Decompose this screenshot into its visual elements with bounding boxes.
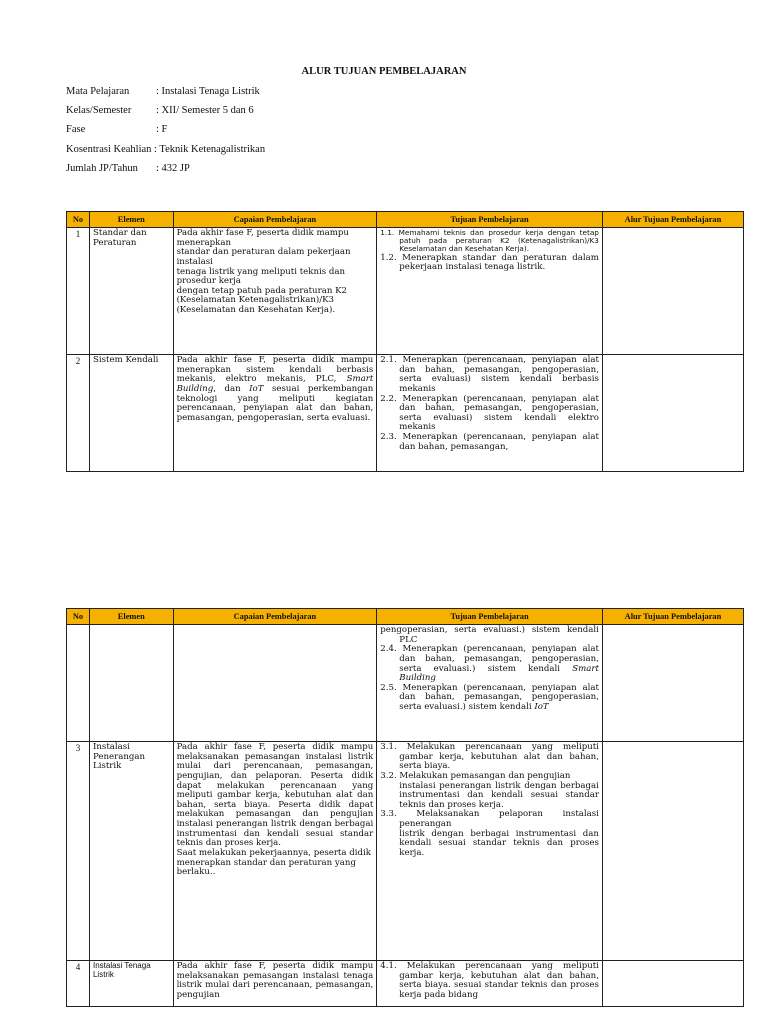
table-row xyxy=(67,625,744,742)
achievement-line: Saat melakukan pekerjaannya, peserta didik xyxy=(176,847,371,858)
row-objectives xyxy=(377,228,603,355)
row-achievement xyxy=(173,625,377,742)
row-element: Sistem Kendali xyxy=(89,355,173,472)
row-element: Instalasi Tenaga Listrik xyxy=(89,961,173,1007)
objective-item: 3.2. Melakukan pemasangan dan pengujian xyxy=(380,770,571,781)
document-title: ALUR TUJUAN PEMBELAJARAN xyxy=(301,66,467,77)
header-capaian: Capaian Pembelajaran xyxy=(173,212,377,228)
objective-emphasis: IoT xyxy=(534,702,549,712)
objective-continuation: listrik dengan berbagai instrumentasi dan kendali sesuai standar teknis dan proses kerja. xyxy=(399,828,599,858)
achievement-line: dengan tetap patuh pada peraturan K2 (Keselamatan Ketenagalistrikan)/K3 (Keselamatan dan Kesehatan Kerja). xyxy=(176,285,347,315)
objective-item: 2.3. Menerapkan (perencanaan, penyiapan alat dan bahan, pemasangan, xyxy=(380,432,599,452)
table-row xyxy=(67,228,744,355)
row-flow xyxy=(602,742,743,961)
row-number: 2 xyxy=(67,355,90,472)
learning-path-table-2 xyxy=(66,608,744,1007)
objective-item: 4.1. Melakukan perencanaan yang meliputi gambar kerja, kebutuhan alat dan bahan, serta biaya. sesuai standar teknis dan proses kerja pada bidang xyxy=(380,961,599,1000)
row-element: Standar dan Peraturan xyxy=(89,228,173,355)
row-number: 4 xyxy=(67,961,90,1007)
row-achievement xyxy=(173,228,377,355)
meta-label: Jumlah JP/Tahun xyxy=(66,162,138,174)
row-flow xyxy=(602,355,743,472)
row-number xyxy=(67,625,90,742)
header-alur: Alur Tujuan Pembelajaran xyxy=(602,212,743,228)
row-achievement: Pada akhir fase F, peserta didik mampu melaksanakan pemasangan instalasi tenaga listrik mulai dari perencanaan, pemasangan, pengujian xyxy=(173,961,377,1007)
table-row xyxy=(67,355,744,472)
objective-continuation: pengoperasian, serta evaluasi.) sistem kendali PLC xyxy=(380,625,599,645)
objective-item: 1.1. Memahami teknis dan prosedur kerja dengan tetap patuh pada peraturan K2 (Ketenagalistrikan)/K3 Keselamatan dan Kesehatan Kerja). xyxy=(380,228,599,254)
row-achievement xyxy=(173,355,377,472)
row-flow xyxy=(602,228,743,355)
achievement-text: Pada akhir fase F, peserta didik mampu menerapkan sistem kendali berbasis mekanis, elektro mekanis, PLC, xyxy=(176,355,374,385)
achievement-line: Pada akhir fase F, peserta didik mampu menerapkan xyxy=(176,228,349,248)
row-number: 3 xyxy=(67,742,90,961)
meta-label: Fase xyxy=(66,124,86,136)
header-elemen: Elemen xyxy=(89,212,173,228)
row-flow xyxy=(602,625,743,742)
objective-emphasis: Smart Building xyxy=(399,663,599,684)
achievement-line: tenaga listrik yang meliputi teknis dan prosedur kerja xyxy=(176,266,346,287)
header-capaian: Capaian Pembelajaran xyxy=(173,609,377,625)
objective-item: 2.1. Menerapkan (perencanaan, penyiapan alat dan bahan, pemasangan, pengoperasian, serta evaluasi) sistem kendali berbasis mekanis xyxy=(380,355,599,394)
objective-continuation: instalasi penerangan listrik dengan berbagai instrumentasi dan kendali sesuai standar teknis dan proses kerja. xyxy=(399,780,599,810)
achievement-text: , dan xyxy=(213,383,241,394)
row-objectives xyxy=(377,742,603,961)
achievement-emphasis: IoT xyxy=(249,383,264,394)
objective-item: 2.2. Menerapkan (perencanaan, penyiapan alat dan bahan, pemasangan, pengoperasian, serta evaluasi) sistem kendali elektro mekanis xyxy=(380,393,599,433)
row-number: 1 xyxy=(67,228,90,355)
row-element xyxy=(89,625,173,742)
meta-label: Kosentrasi Keahlian : Teknik Ketenagalistrikan xyxy=(66,143,266,155)
objective-text: 2.5. Menerapkan (perencanaan, penyiapan alat dan bahan, pemasangan, pengoperasian, serta evaluasi.) sistem kendali xyxy=(380,682,599,712)
header-elemen: Elemen xyxy=(89,609,173,625)
objective-item xyxy=(380,645,599,684)
meta-value: : Instalasi Tenaga Listrik xyxy=(156,86,260,97)
table-row xyxy=(67,961,744,1007)
achievement-emphasis: Smart Building xyxy=(176,374,374,394)
achievement-line: standar dan peraturan dalam pekerjaan instalasi xyxy=(176,247,351,267)
objective-item: 3.1. Melakukan perencanaan yang meliputi gambar kerja, kebutuhan alat dan bahan, serta biaya. xyxy=(380,742,599,772)
achievement-line: Pada akhir fase F, peserta didik mampu melaksanakan pemasangan instalasi listrik mulai dari perencanaan, pemasangan, pengujian, dan pelaporan. Peserta didik dapat melakukan perencanaan yang meliputi gambar kerja, kebutuhan alat dan bahan, serta biaya. Peserta didik dapat melakukan pemasangan dan pengujian instalasi penerangan listrik dengan berbagai instrumentasi dan kendali sesuai standar teknis dan proses kerja. xyxy=(176,742,374,849)
objective-item: 3.3. Melaksanakan pelaporan instalasi penerangan xyxy=(380,809,599,829)
row-achievement xyxy=(173,742,377,961)
objective-text: 2.4. Menerapkan (perencanaan, penyiapan alat dan bahan, pemasangan, pengoperasian, serta evaluasi.) sistem kendali xyxy=(380,644,599,674)
table-header-row xyxy=(67,212,744,228)
row-objectives xyxy=(377,961,603,1007)
header-tujuan: Tujuan Pembelajaran xyxy=(377,212,603,228)
table-row xyxy=(67,742,744,961)
meta-label: Mata Pelajaran xyxy=(66,86,130,97)
header-no: No xyxy=(67,212,90,228)
row-objectives xyxy=(377,625,603,742)
meta-label: Kelas/Semester xyxy=(66,105,132,117)
objective-item: 1.2. Menerapkan standar dan peraturan dalam pekerjaan instalasi tenaga listrik. xyxy=(380,252,599,273)
achievement-text: sesuai perkembangan teknologi yang meliputi kegiatan perencanaan, penyiapan alat dan bahan, pemasangan, pengoperasian, serta evaluasi. xyxy=(176,383,374,423)
objective-item xyxy=(380,684,599,713)
header-tujuan: Tujuan Pembelajaran xyxy=(377,609,603,625)
learning-path-table-1 xyxy=(66,211,744,472)
meta-value: : XII/ Semester 5 dan 6 xyxy=(156,105,254,117)
meta-value: : 432 JP xyxy=(156,162,190,174)
row-flow xyxy=(602,961,743,1007)
header-no: No xyxy=(67,609,90,625)
row-objectives xyxy=(377,355,603,472)
row-element: Instalasi Penerangan Listrik xyxy=(89,742,173,961)
header-alur: Alur Tujuan Pembelajaran xyxy=(602,609,743,625)
meta-value: : F xyxy=(156,124,168,136)
table-header-row xyxy=(67,609,744,625)
achievement-line: menerapkan standar dan peraturan yang berlaku.. xyxy=(176,857,356,878)
